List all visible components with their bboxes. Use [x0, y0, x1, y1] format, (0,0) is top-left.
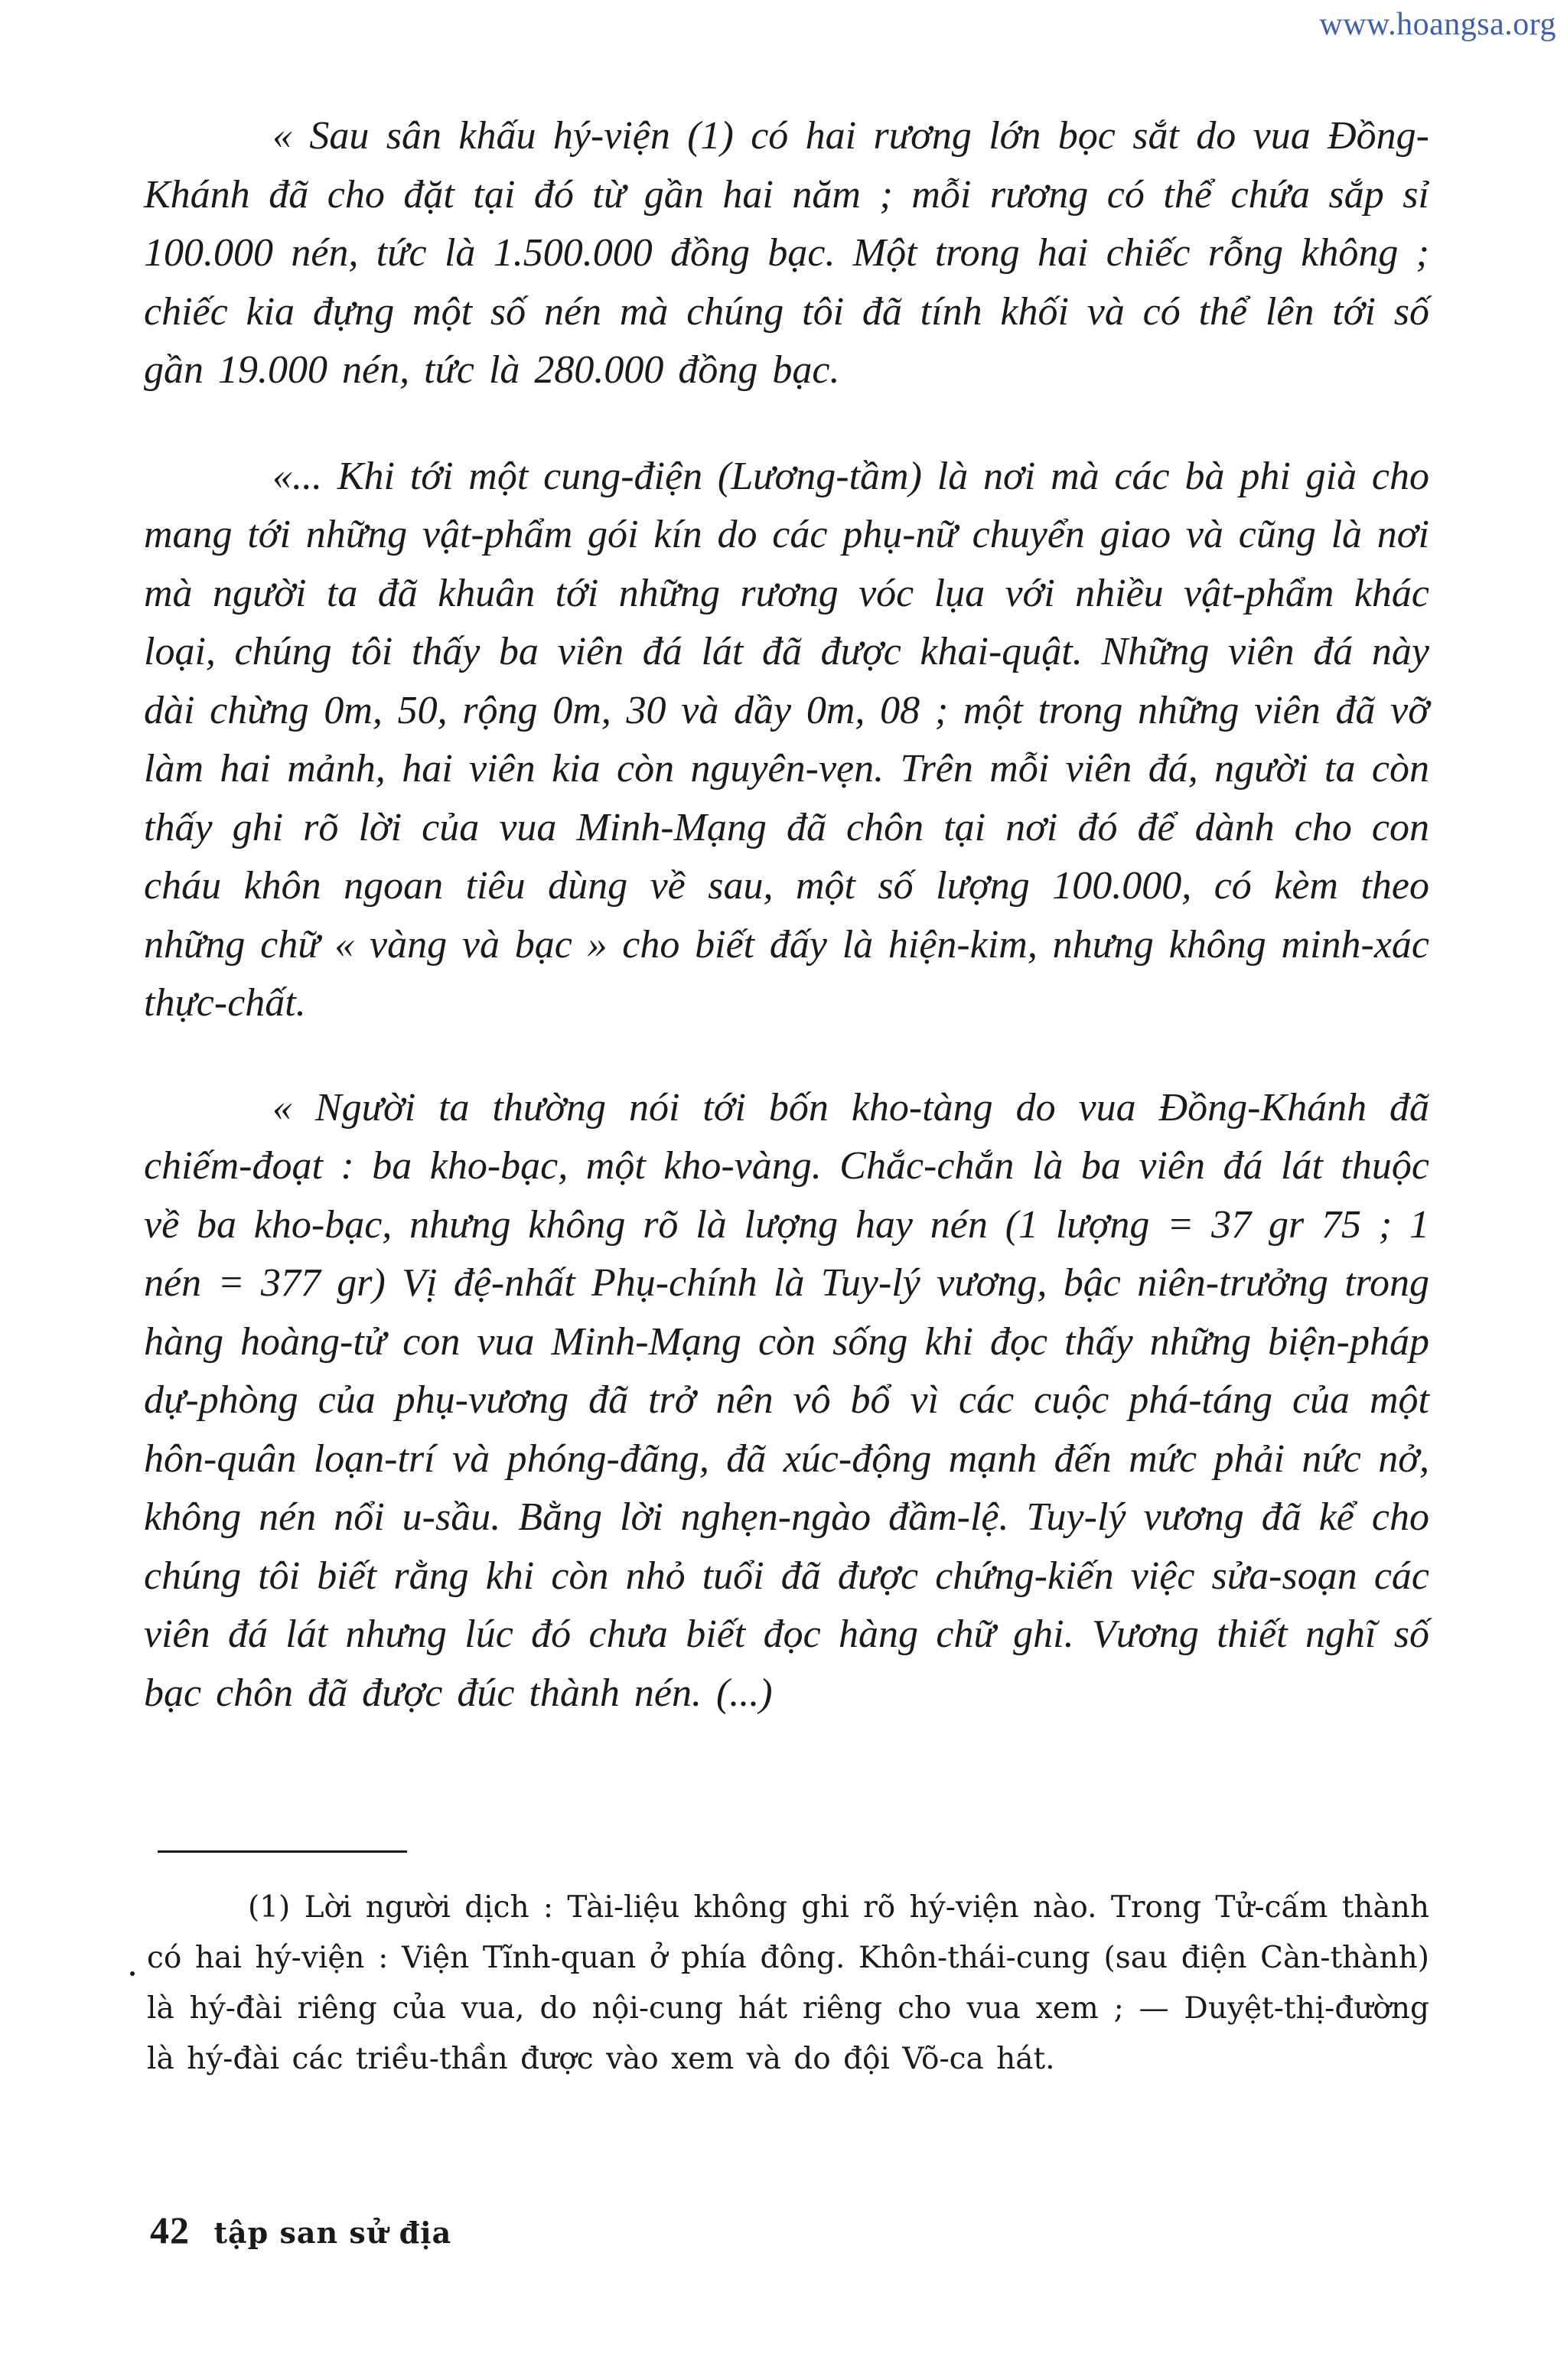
paragraph-3: « Người ta thường nói tới bốn kho-tàng do vua Đồng-Khánh đã chiếm-đoạt : ba kho-bạc, một kho-vàng. Chắc-chắn là ba viên đá lát thuộc về ba kho-bạc, nhưng không rõ là lượng hay nén (1 lượng = 37 gr 75 ; 1 nén = 377 gr) Vị đệ-nhất Phụ-chính là Tuy-lý vương, bậc niên-trưởng trong hàng hoàng-tử con vua Minh-Mạng còn sống khi đọc thấy những biện-pháp dự-phòng của phụ-vương đã trở nên vô bổ vì các cuộc phá-táng của một hôn-quân loạn-trí và phóng-đãng, đã xúc-động mạnh đến mức phải nức nở, không nén nổi u-sầu. Bằng lời nghẹn-ngào đầm-lệ. Tuy-lý vương đã kể cho chúng tôi biết rằng khi còn nhỏ tuổi đã được chứng-kiến việc sửa-soạn các viên đá lát nhưng lúc đó chưa biết đọc hàng chữ ghi. Vương thiết nghĩ số bạc chôn đã được đúc thành nén. (...): [144, 1085, 1429, 1715]
footnote: (1) Lời người dịch : Tài-liệu không ghi rõ hý-viện nào. Trong Tử-cấm thành có hai hý-viện : Viện Tĩnh-quan ở phía đông. Khôn-thái-cung (sau điện Càn-thành) là hý-đài riêng của vua, do nội-cung hát riêng cho vua xem ; — Duyệt-thị-đường là hý-đài các triều-thần được vào xem và do đội Võ-ca hát.: [147, 1890, 1429, 2076]
magazine-title: tập san sử địa: [213, 2215, 452, 2250]
paragraph-1: « Sau sân khấu hý-viện (1) có hai rương lớn bọc sắt do vua Đồng-Khánh đã cho đặt tại đó từ gần hai năm ; mỗi rương có thể chứa sắp sỉ 100.000 nén, tức là 1.500.000 đồng bạc. Một trong hai chiếc rỗng không ; chiếc kia đựng một số nén mà chúng tôi đã tính khối và có thể lên tới số gần 19.000 nén, tức là 280.000 đồng bạc.: [144, 114, 1429, 392]
page-number: 42: [150, 2209, 190, 2251]
footnote-divider: [158, 1850, 407, 1853]
watermark-url[interactable]: www.hoangsa.org: [1319, 7, 1556, 42]
paragraph-2: «... Khi tới một cung-điện (Lương-tầm) là nơi mà các bà phi già cho mang tới những vật-phẩm gói kín do các phụ-nữ chuyển giao và cũng là nơi mà người ta đã khuân tới những rương vóc lụa với nhiều vật-phẩm khác loại, chúng tôi thấy ba viên đá lát đã được khai-quật. Những viên đá này dài chừng 0m, 50, rộng 0m, 30 và dầy 0m, 08 ; một trong những viên đã vỡ làm hai mảnh, hai viên kia còn nguyên-vẹn. Trên mỗi viên đá, người ta còn thấy ghi rõ lời của vua Minh-Mạng đã chôn tại nơi đó để dành cho con cháu khôn ngoan tiêu dùng về sau, một số lượng 100.000, có kèm theo những chữ « vàng và bạc » cho biết đấy là hiện-kim, nhưng không minh-xác thực-chất.: [144, 454, 1429, 1025]
article-body: [144, 107, 1429, 1767]
margin-dot: [130, 1971, 135, 1976]
page-footer: [150, 2208, 451, 2252]
